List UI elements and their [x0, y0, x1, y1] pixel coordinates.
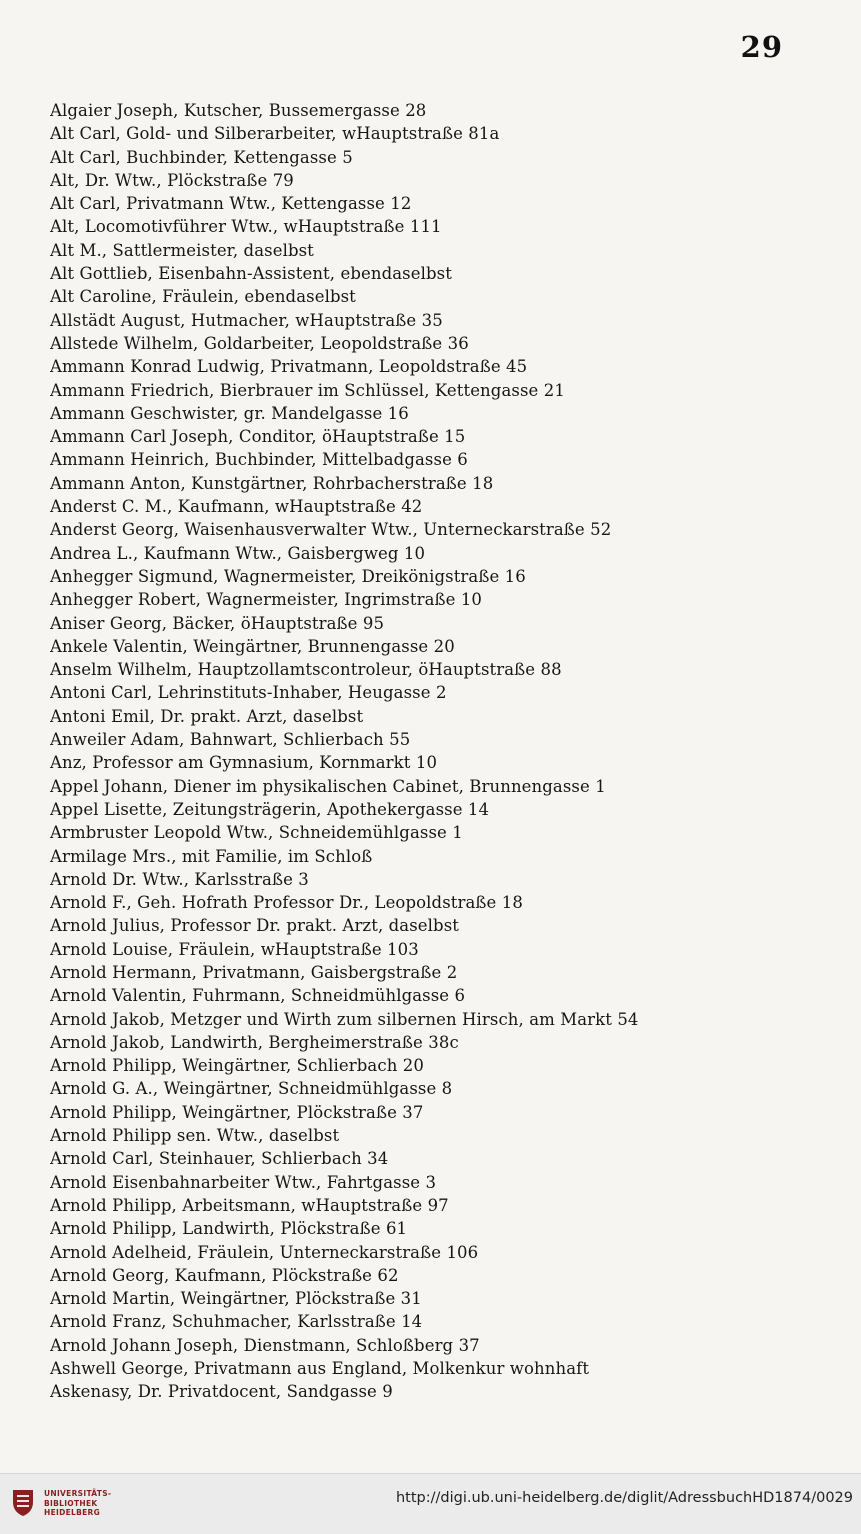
directory-entry: Aniser Georg, Bäcker, öHauptstraße 95 — [50, 613, 385, 633]
directory-entry: Armbruster Leopold Wtw., Schneidemühlgasse 1 — [50, 823, 463, 843]
directory-entry: Arnold F., Geh. Hofrath Professor Dr., Leopoldstraße 18 — [50, 893, 523, 913]
directory-entry: Ammann Friedrich, Bierbrauer im Schlüssel, Kettengasse 21 — [50, 380, 565, 400]
directory-entry: Arnold Philipp, Landwirth, Plöckstraße 61 — [50, 1219, 408, 1239]
directory-entry: Ammann Carl Joseph, Conditor, öHauptstraße 15 — [50, 427, 466, 447]
directory-entry: Ashwell George, Privatmann aus England, Molkenkur wohnhaft — [50, 1359, 590, 1379]
directory-entry: Ammann Geschwister, gr. Mandelgasse 16 — [50, 403, 409, 423]
directory-entry: Alt M., Sattlermeister, daselbst — [50, 240, 314, 260]
directory-entry: Arnold Philipp, Weingärtner, Schlierbach 20 — [50, 1056, 424, 1076]
logo-line: BIBLIOTHEK — [44, 1498, 98, 1508]
directory-entry: Alt Carl, Gold- und Silberarbeiter, wHauptstraße 81a — [50, 124, 500, 144]
directory-entry: Ammann Konrad Ludwig, Privatmann, Leopoldstraße 45 — [50, 357, 528, 377]
viewer-footer — [0, 1473, 861, 1534]
directory-entry: Alt, Locomotivführer Wtw., wHauptstraße 111 — [50, 217, 442, 237]
directory-entry: Anhegger Sigmund, Wagnermeister, Dreikönigstraße 16 — [50, 566, 526, 586]
directory-entry: Arnold Philipp sen. Wtw., daselbst — [50, 1126, 340, 1146]
directory-entry: Arnold Carl, Steinhauer, Schlierbach 34 — [50, 1149, 389, 1169]
directory-entry: Arnold G. A., Weingärtner, Schneidmühlgasse 8 — [50, 1079, 453, 1099]
directory-entry: Alt Caroline, Fräulein, ebendaselbst — [50, 287, 356, 307]
directory-entry: Antoni Emil, Dr. prakt. Arzt, daselbst — [50, 706, 364, 726]
directory-entry: Anderst Georg, Waisenhausverwalter Wtw., Unterneckarstraße 52 — [50, 520, 612, 540]
directory-entry: Allstädt August, Hutmacher, wHauptstraße 35 — [50, 310, 443, 330]
directory-entry: Arnold Philipp, Weingärtner, Plöckstraße 37 — [50, 1102, 424, 1122]
directory-entry: Arnold Georg, Kaufmann, Plöckstraße 62 — [50, 1265, 399, 1285]
directory-entry: Arnold Franz, Schuhmacher, Karlsstraße 14 — [50, 1312, 423, 1332]
directory-entry: Arnold Julius, Professor Dr. prakt. Arzt, daselbst — [50, 916, 460, 936]
directory-entry: Arnold Louise, Fräulein, wHauptstraße 103 — [50, 939, 419, 959]
directory-entry: Anderst C. M., Kaufmann, wHauptstraße 42 — [50, 497, 423, 517]
source-url-link[interactable]: http://digi.ub.uni-heidelberg.de/diglit/AdressbuchHD1874/0029 — [395, 1490, 853, 1506]
directory-entry: Anselm Wilhelm, Hauptzollamtscontroleur, öHauptstraße 88 — [50, 660, 562, 680]
directory-entry: Andrea L., Kaufmann Wtw., Gaisbergweg 10 — [50, 543, 426, 563]
logo-line: HEIDELBERG — [44, 1508, 101, 1517]
directory-entry: Arnold Jakob, Metzger und Wirth zum silbernen Hirsch, am Markt 54 — [50, 1009, 639, 1029]
directory-entry: Ankele Valentin, Weingärtner, Brunnengasse 20 — [50, 636, 455, 656]
directory-entry: Alt Carl, Buchbinder, Kettengasse 5 — [50, 147, 353, 167]
directory-entry: Arnold Eisenbahnarbeiter Wtw., Fahrtgasse 3 — [50, 1172, 437, 1192]
directory-entry: Arnold Martin, Weingärtner, Plöckstraße 31 — [50, 1289, 422, 1309]
directory-entry: Appel Lisette, Zeitungsträgerin, Apothekergasse 14 — [50, 799, 490, 819]
directory-entries — [50, 99, 840, 1404]
directory-entry: Arnold Johann Joseph, Dienstmann, Schloßberg 37 — [50, 1335, 480, 1355]
directory-entry: Appel Johann, Diener im physikalischen Cabinet, Brunnengasse 1 — [50, 776, 606, 796]
directory-entry: Arnold Adelheid, Fräulein, Unterneckarstraße 106 — [50, 1242, 479, 1262]
logo-line: UNIVERSITÄTS- — [44, 1489, 112, 1498]
directory-entry: Allstede Wilhelm, Goldarbeiter, Leopoldstraße 36 — [50, 333, 469, 353]
directory-entry: Ammann Heinrich, Buchbinder, Mittelbadgasse 6 — [50, 450, 468, 470]
university-library-logo-icon — [10, 1488, 36, 1518]
directory-entry: Arnold Valentin, Fuhrmann, Schneidmühlgasse 6 — [50, 986, 466, 1006]
directory-entry: Arnold Dr. Wtw., Karlsstraße 3 — [50, 869, 309, 889]
library-logo-text — [44, 1489, 111, 1518]
directory-entry: Ammann Anton, Kunstgärtner, Rohrbacherstraße 18 — [50, 473, 494, 493]
directory-entry: Anhegger Robert, Wagnermeister, Ingrimstraße 10 — [50, 590, 483, 610]
directory-entry: Arnold Jakob, Landwirth, Bergheimerstraße 38c — [50, 1032, 459, 1052]
directory-entry: Alt Gottlieb, Eisenbahn-Assistent, ebendaselbst — [50, 264, 452, 284]
directory-entry: Alt, Dr. Wtw., Plöckstraße 79 — [50, 170, 294, 190]
directory-entry: Arnold Hermann, Privatmann, Gaisbergstraße 2 — [50, 962, 458, 982]
directory-entry: Anz, Professor am Gymnasium, Kornmarkt 10 — [50, 753, 438, 773]
directory-entry: Alt Carl, Privatmann Wtw., Kettengasse 12 — [50, 194, 412, 214]
directory-entry: Askenasy, Dr. Privatdocent, Sandgasse 9 — [50, 1382, 393, 1402]
directory-entry: Arnold Philipp, Arbeitsmann, wHauptstraße 97 — [50, 1195, 449, 1215]
directory-entry: Anweiler Adam, Bahnwart, Schlierbach 55 — [50, 730, 411, 750]
directory-entry: Algaier Joseph, Kutscher, Bussemergasse 28 — [50, 101, 427, 120]
directory-entry: Armilage Mrs., mit Familie, im Schloß — [50, 846, 373, 866]
page-number: 29 — [740, 30, 783, 64]
directory-entry: Antoni Carl, Lehrinstituts-Inhaber, Heugasse 2 — [50, 683, 447, 703]
